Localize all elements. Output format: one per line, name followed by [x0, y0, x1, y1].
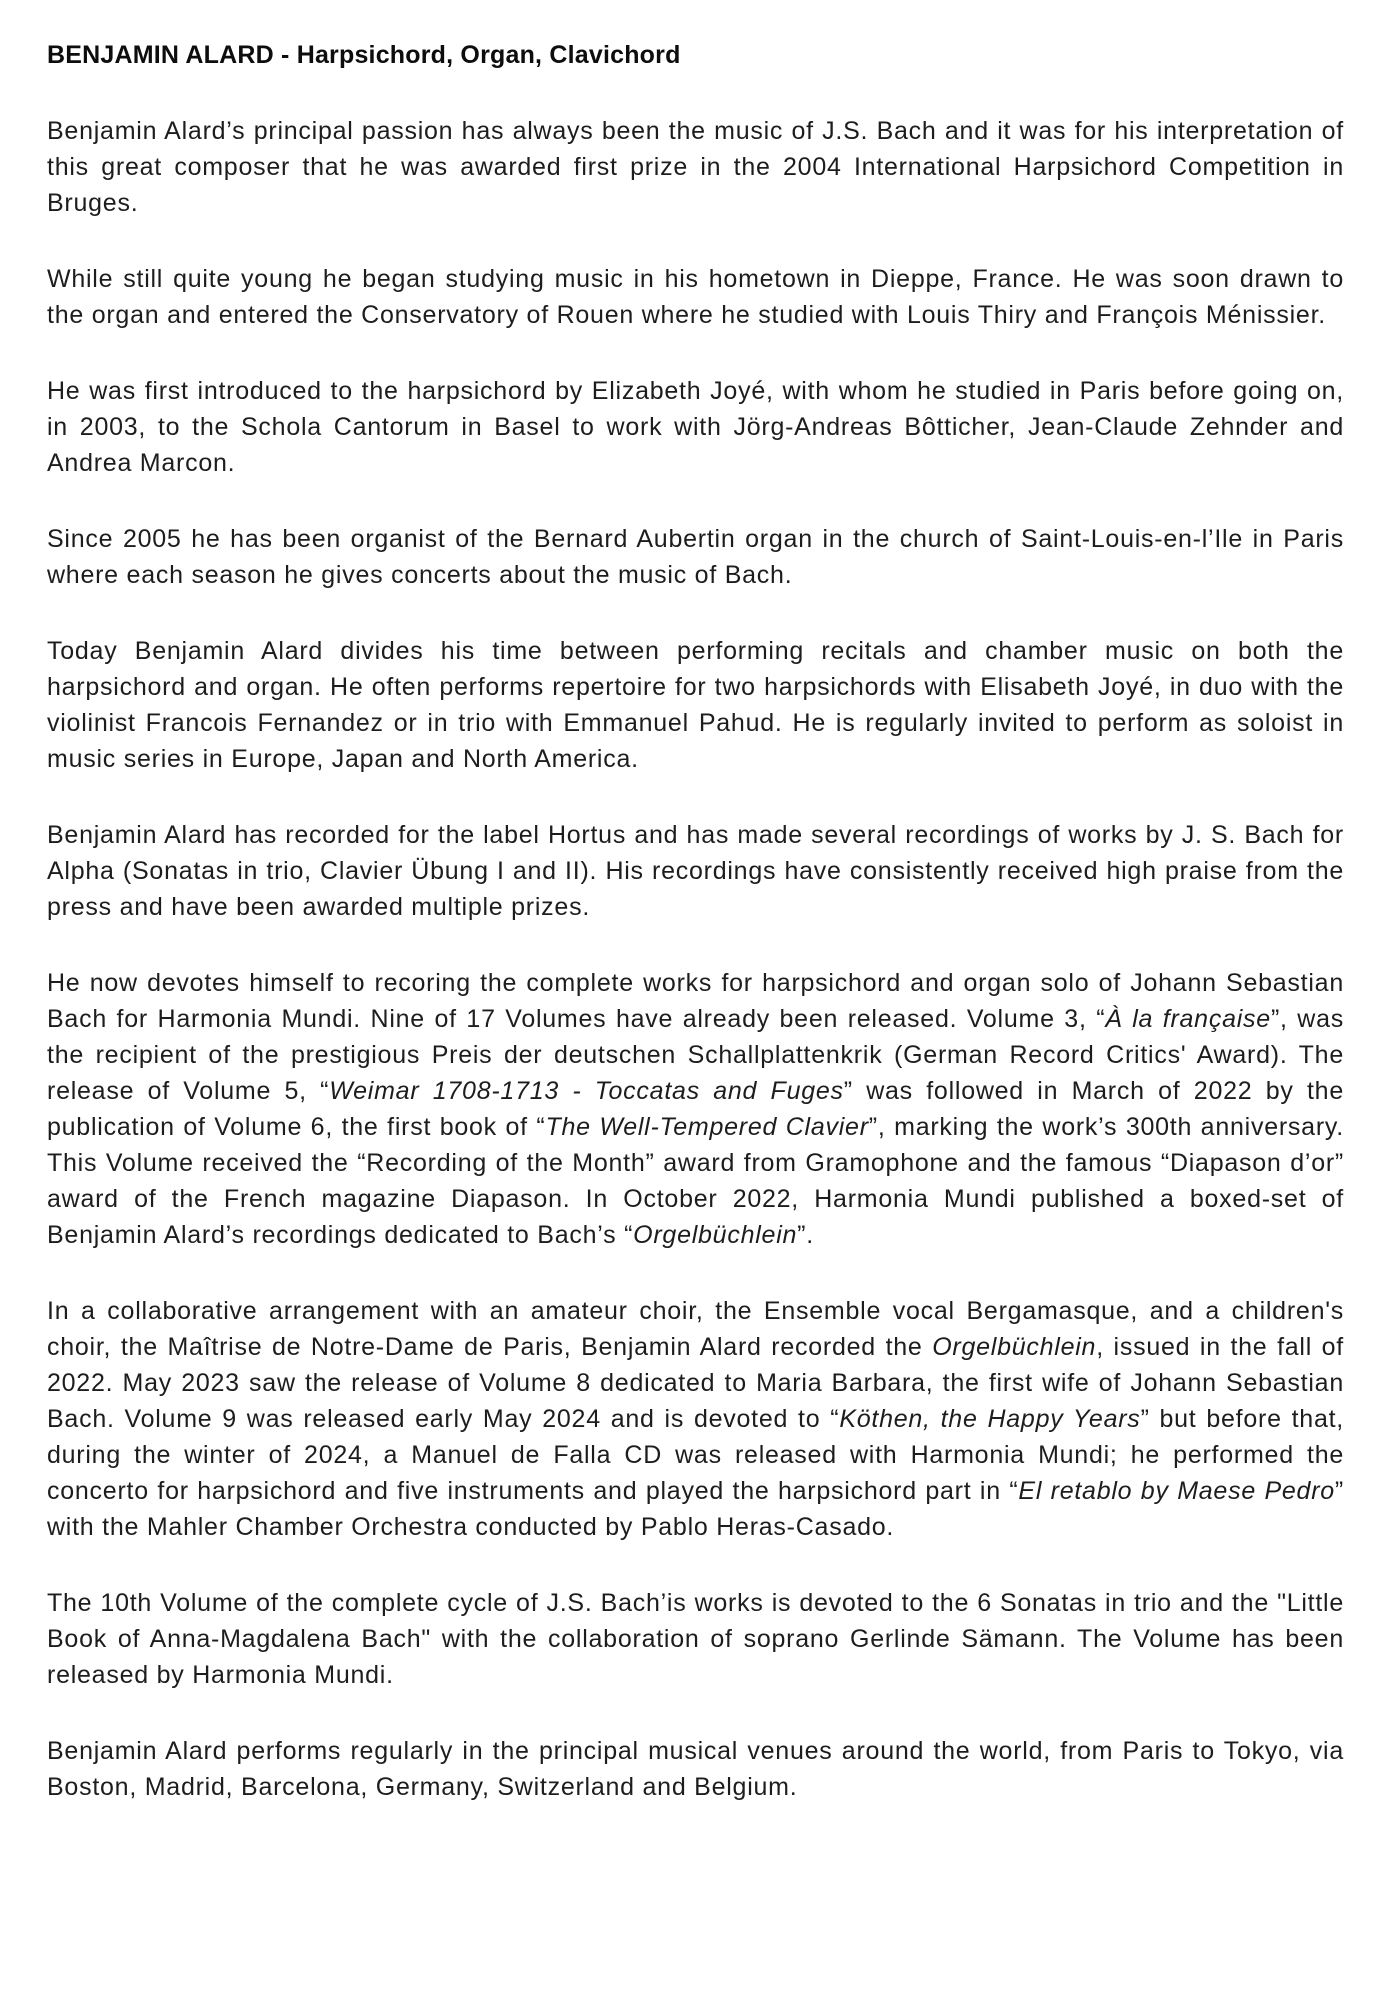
text-run: ”, marking the work’s 300th anniversary. This Volume received the “Recording of the Month” award from Gramophone and the famous “Diapason d’or” award of the French magazine Diapason. In October 2022, Harmonia Mundi published a boxed-set of Benjamin Alard’s recordings dedicated to Bach’s “: [47, 1113, 1344, 1249]
paragraph: [47, 113, 1344, 221]
text-run: Benjamin Alard performs regularly in the principal musical venues around the world, from Paris to Tokyo, via Boston, Madrid, Barcelona, Germany, Switzerland and Belgium.: [47, 1737, 1344, 1801]
text-run: The 10th Volume of the complete cycle of J.S. Bach’is works is devoted to the 6 Sonatas in trio and the "Little Book of Anna-Magdalena Bach" with the collaboration of soprano Gerlinde Sämann. The Volume has been released by Harmonia Mundi.: [47, 1589, 1344, 1689]
italic-text-run: À la française: [1105, 1005, 1271, 1033]
text-run: ” with the Mahler Chamber Orchestra conducted by Pablo Heras-Casado.: [47, 1477, 1344, 1541]
paragraph: [47, 1585, 1344, 1693]
text-run: In a collaborative arrangement with an amateur choir, the Ensemble vocal Bergamasque, and a children's choir, the Maîtrise de Notre-Dame de Paris, Benjamin Alard recorded the: [47, 1297, 1344, 1361]
italic-text-run: Köthen, the Happy Years: [839, 1405, 1141, 1433]
paragraph: [47, 373, 1344, 481]
text-run: Since 2005 he has been organist of the Bernard Aubertin organ in the church of Saint-Louis-en-l’Ile in Paris where each season he gives concerts about the music of Bach.: [47, 525, 1344, 589]
paragraph: [47, 817, 1344, 925]
italic-text-run: Orgelbüchlein: [633, 1221, 798, 1249]
text-run: ” but before that, during the winter of 2024, a Manuel de Falla CD was released with Harmonia Mundi; he performed the concerto for harpsichord and five instruments and played the harpsichord part in “: [47, 1405, 1344, 1505]
paragraph: [47, 1293, 1344, 1545]
text-run: ” was followed in March of 2022 by the publication of Volume 6, the first book of “: [47, 1077, 1344, 1141]
italic-text-run: Weimar 1708-1713 - Toccatas and Fuges: [329, 1077, 844, 1105]
text-run: ”.: [797, 1221, 814, 1249]
paragraph: [47, 261, 1344, 333]
document-body: [47, 113, 1344, 1805]
text-run: ”, was the recipient of the prestigious Preis der deutschen Schallplattenkrik (German Record Critics' Award). The release of Volume 5, “: [47, 1005, 1344, 1105]
text-run: Benjamin Alard has recorded for the label Hortus and has made several recordings of works by J. S. Bach for Alpha (Sonatas in trio, Clavier Übung I and II). His recordings have consistently received high praise from the press and have been awarded multiple prizes.: [47, 821, 1344, 921]
paragraph: [47, 1733, 1344, 1805]
text-run: Today Benjamin Alard divides his time between performing recitals and chamber music on both the harpsichord and organ. He often performs repertoire for two harpsichords with Elisabeth Joyé, in duo with the violinist Francois Fernandez or in trio with Emmanuel Pahud. He is regularly invited to perform as soloist in music series in Europe, Japan and North America.: [47, 637, 1344, 773]
page-title: BENJAMIN ALARD - Harpsichord, Organ, Clavichord: [47, 41, 681, 69]
text-run: While still quite young he began studying music in his hometown in Dieppe, France. He was soon drawn to the organ and entered the Conservatory of Rouen where he studied with Louis Thiry and François Ménissier.: [47, 265, 1344, 329]
italic-text-run: The Well-Tempered Clavier: [545, 1113, 869, 1141]
italic-text-run: Orgelbüchlein: [932, 1333, 1097, 1361]
paragraph: [47, 521, 1344, 593]
paragraph: [47, 633, 1344, 777]
text-run: He was first introduced to the harpsichord by Elizabeth Joyé, with whom he studied in Paris before going on, in 2003, to the Schola Cantorum in Basel to work with Jörg-Andreas Bôtticher, Jean-Claude Zehnder and Andrea Marcon.: [47, 377, 1344, 477]
text-run: , issued in the fall of 2022. May 2023 saw the release of Volume 8 dedicated to Maria Barbara, the first wife of Johann Sebastian Bach. Volume 9 was released early May 2024 and is devoted to “: [47, 1333, 1344, 1433]
paragraph: [47, 965, 1344, 1253]
text-run: Benjamin Alard’s principal passion has always been the music of J.S. Bach and it was for his interpretation of this great composer that he was awarded first prize in the 2004 International Harpsichord Competition in Bruges.: [47, 117, 1344, 217]
text-run: He now devotes himself to recoring the complete works for harpsichord and organ solo of Johann Sebastian Bach for Harmonia Mundi. Nine of 17 Volumes have already been released. Volume 3, “: [47, 969, 1344, 1033]
italic-text-run: El retablo by Maese Pedro: [1018, 1477, 1335, 1505]
